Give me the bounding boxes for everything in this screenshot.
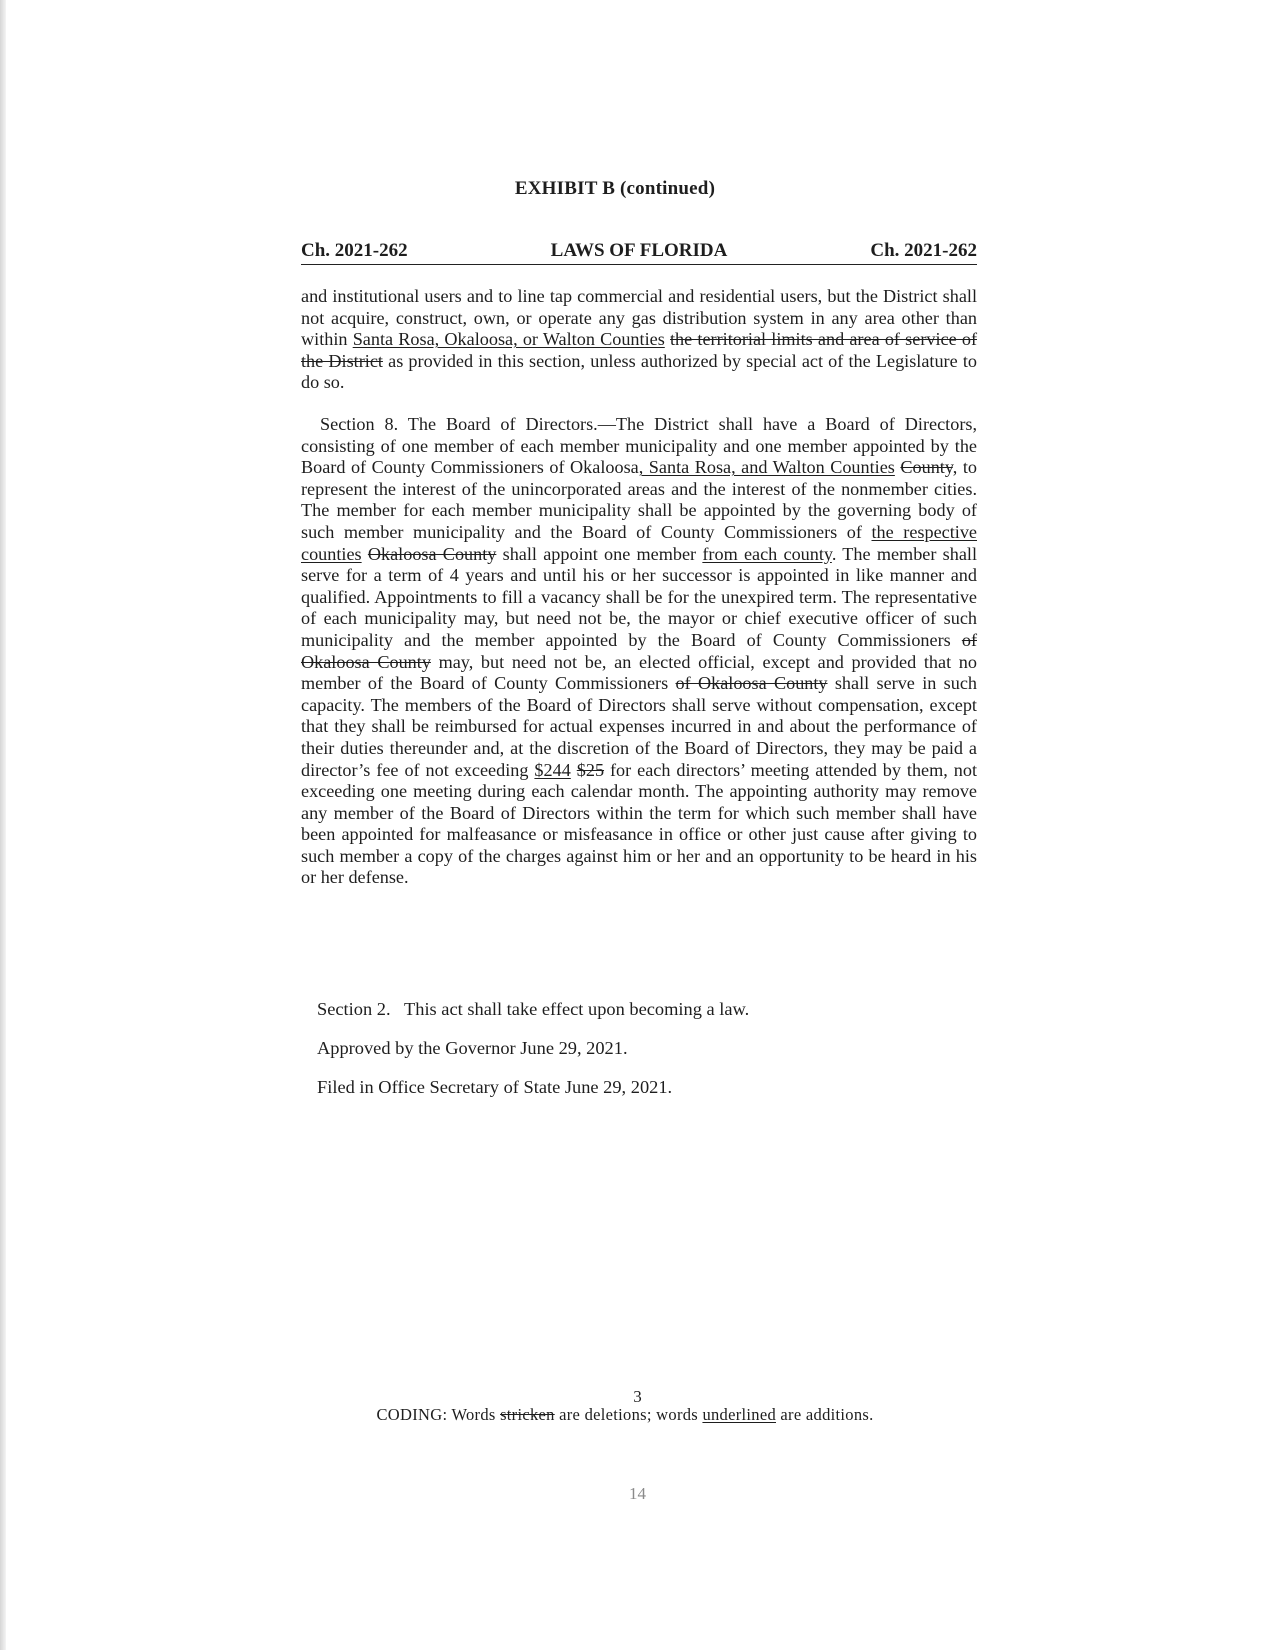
coding-legend [0, 1405, 1250, 1425]
exhibit-title: EXHIBIT B (continued) [514, 178, 716, 199]
text-run: and institutional users and to line tap commercial and residential users, but the District shall not acquire, construct, own, or operate any gas distribution system in any area other than within [301, 286, 977, 350]
stricken-deletion: the territorial limits and area of service of the District [301, 329, 978, 371]
text-run: may, but need not be, an elected official, except and provided that no member of the Board of County Commissioners [301, 651, 977, 694]
stricken-deletion: Okaloosa County [367, 543, 497, 564]
stricken-example: stricken [500, 1405, 555, 1424]
text-run: CODING: Words [376, 1405, 501, 1424]
underlined-addition: Santa Rosa, Okaloosa, or Walton Counties [352, 329, 665, 350]
underlined-addition: , Santa Rosa, and Walton Counties [638, 457, 895, 478]
text-run: shall serve in such capacity. The members of the Board of Directors shall serve without compensation, except that they shall be reimbursed for actual expenses incurred in and about the performance of their duties thereunder and, at the discretion of the Board of Directors, they may be paid a director’s fee of not exceeding [301, 673, 977, 780]
text-run: as provided in this section, unless authorized by special act of the Legislature to do so. [301, 350, 978, 393]
stricken-deletion: of Okaloosa County [301, 629, 977, 672]
paragraph-section-8 [301, 414, 977, 889]
underlined-addition: the respective counties [301, 521, 978, 564]
stricken-deletion: of Okaloosa County [675, 673, 828, 694]
underlined-addition: $244 [534, 759, 571, 780]
underlined-addition: from each county [702, 543, 832, 564]
text-run: . The member shall serve for a term of 4 years and until his or her successor is appointed in like manner and qualified. Appointments to fill a vacancy shall be for the unexpired term. The representative of each municipality may, but need not be, the mayor or chief executive officer of such municipality and the member appointed by the Board of County Commissioners [301, 543, 978, 650]
approved-line: Approved by the Governor June 29, 2021. [317, 1038, 628, 1058]
page-number: 3 [633, 1387, 642, 1406]
filed-line: Filed in Office Secretary of State June 29, 2021. [317, 1077, 673, 1097]
running-header [301, 240, 977, 265]
paragraph-gas-distribution [301, 286, 977, 394]
text-run: are deletions; words [554, 1405, 703, 1424]
underlined-example: underlined [702, 1405, 776, 1424]
text-run: are additions. [776, 1405, 874, 1424]
text-run: Section 8. The Board of Directors.—The District shall have a Board of Directors, consisting of one member of each member municipality and one member appointed by the Board of County Commissioners of Okaloosa [301, 414, 977, 478]
text-run: , to represent the interest of the unincorporated areas and the interest of the nonmember cities. The member for each member municipality shall be appointed by the governing body of such member municipality and the Board of County Commissioners of [301, 457, 977, 542]
text-run: shall appoint one member [496, 543, 703, 564]
laws-title: LAWS OF FLORIDA [550, 240, 728, 261]
stricken-deletion: $25 [576, 759, 605, 780]
chapter-right: Ch. 2021-262 [870, 240, 977, 261]
bates-number: 14 [629, 1484, 646, 1503]
text-run: for each directors’ meeting attended by them, not exceeding one meeting during each calendar month. The appointing authority may remove any member of the Board of Directors within the term for which such member shall have been appointed for malfeasance or misfeasance in office or other just cause after giving to such member a copy of the charges against him or her and an opportunity to be heard in his or her defense. [301, 759, 978, 888]
section-2: Section 2. This act shall take effect upon becoming a law. [317, 999, 750, 1019]
stricken-deletion: County [900, 457, 953, 478]
chapter-left: Ch. 2021-262 [301, 240, 408, 261]
